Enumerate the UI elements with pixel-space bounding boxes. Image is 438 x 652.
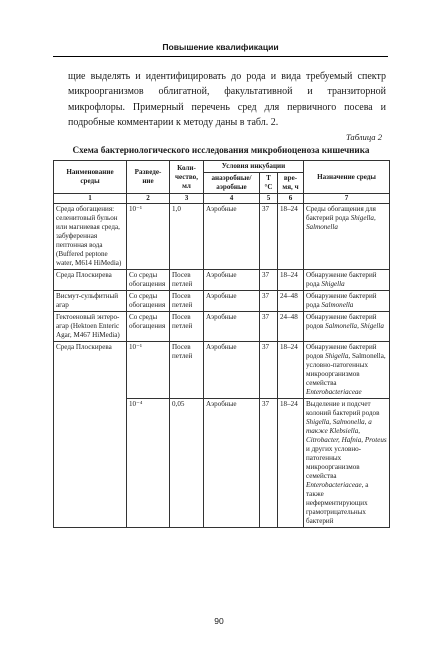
header-dilution: Разведе-ние — [127, 161, 170, 194]
cell-time: 24–48 — [278, 291, 304, 312]
header-purpose: Назначение среды — [304, 161, 390, 194]
col-number: 5 — [260, 194, 278, 204]
table-row — [54, 204, 390, 270]
header-conditions: Условия инкубации — [204, 161, 304, 173]
table-row — [54, 291, 390, 312]
cell-name: Среда обогащения: селенитовый бульон или магниевая среда, забуференная пептонная вода (Buffered peptone water, M614 HiMedia) — [54, 204, 127, 270]
col-number: 3 — [170, 194, 204, 204]
cell-purpose: Обнаружение бактерий рода Salmonella — [304, 291, 390, 312]
cell-time: 18–24 — [278, 270, 304, 291]
cell-quantity: Посев петлей — [170, 270, 204, 291]
col-number: 1 — [54, 194, 127, 204]
cell-purpose: Выделение и подсчет колоний бактерий родов Shigella, Salmonella, а также Klebsiella, Citrobacter, Hafnia, Proteus и других условно-патогенных микроорганизмов семейства Enterobacteriaceae, а также неферментирующих грамотрицательных бактерий — [304, 399, 390, 528]
cell-time: 18–24 — [278, 204, 304, 270]
col-number: 7 — [304, 194, 390, 204]
table-row — [54, 312, 390, 342]
cell-dilution: Со среды обогащения — [127, 291, 170, 312]
cell-atmosphere: Аэробные — [204, 291, 260, 312]
cell-atmosphere: Аэробные — [204, 204, 260, 270]
cell-quantity: 1,0 — [170, 204, 204, 270]
table-row — [54, 270, 390, 291]
cell-temp: 37 — [260, 291, 278, 312]
header-temp: T °C — [260, 173, 278, 194]
cell-dilution: Со среды обогащения — [127, 270, 170, 291]
header-row-1 — [54, 161, 390, 173]
cell-purpose: Обнаружение бактерий родов Salmonella, Shigella — [304, 312, 390, 342]
bacteriology-table — [53, 160, 390, 528]
cell-dilution: 10⁻⁴ — [127, 399, 170, 528]
intro-paragraph: щие выделять и идентифицировать до рода и вида требуемый спектр микроорганизмов облигатной, факультативной и транзиторной микрофлоры. Примерный перечень сред для первичного посева и подробные комментарии к методу даны в табл. 2. — [68, 71, 386, 129]
page-number: 90 — [214, 616, 224, 626]
cell-time: 24–48 — [278, 312, 304, 342]
header-quantity: Коли-чество, мл — [170, 161, 204, 194]
cell-temp: 37 — [260, 270, 278, 291]
col-number: 2 — [127, 194, 170, 204]
cell-atmosphere: Аэробные — [204, 399, 260, 528]
table-number: Таблица 2 — [345, 132, 382, 142]
header-name: Наименование среды — [54, 161, 127, 194]
cell-time: 18–24 — [278, 399, 304, 528]
cell-temp: 37 — [260, 399, 278, 528]
cell-quantity: Посев петлей — [170, 342, 204, 399]
cell-temp: 37 — [260, 312, 278, 342]
cell-time: 18–24 — [278, 342, 304, 399]
table-title: Схема бактериологического исследования микробиоценоза кишечника — [72, 145, 370, 155]
table-row — [54, 342, 390, 399]
cell-dilution: Со среды обогащения — [127, 312, 170, 342]
running-head: Повышение квалификации — [53, 42, 388, 57]
cell-quantity: 0,05 — [170, 399, 204, 528]
column-number-row — [54, 194, 390, 204]
cell-name: Среда Плоскирева — [54, 342, 127, 528]
header-atmosphere: анаэробные/ аэробные — [204, 173, 260, 194]
cell-purpose: Обнаружение бактерий рода Shigella — [304, 270, 390, 291]
cell-quantity: Посев петлей — [170, 312, 204, 342]
header-time: вре-мя, ч — [278, 173, 304, 194]
col-number: 6 — [278, 194, 304, 204]
cell-temp: 37 — [260, 342, 278, 399]
cell-dilution: 10⁻¹ — [127, 342, 170, 399]
cell-atmosphere: Аэробные — [204, 270, 260, 291]
cell-name: Висмут-сульфитный агар — [54, 291, 127, 312]
cell-atmosphere: Аэробные — [204, 342, 260, 399]
cell-name: Среда Плоскирева — [54, 270, 127, 291]
cell-atmosphere: Аэробные — [204, 312, 260, 342]
cell-dilution: 10⁻¹ — [127, 204, 170, 270]
cell-temp: 37 — [260, 204, 278, 270]
cell-purpose: Обнаружение бактерий родов Shigella, Salmonella, условно-патогенных микроорганизмов семейства Enterobacteriaceae — [304, 342, 390, 399]
col-number: 4 — [204, 194, 260, 204]
cell-purpose: Среды обогащения для бактерий рода Shigella, Salmonella — [304, 204, 390, 270]
cell-quantity: Посев петлей — [170, 291, 204, 312]
cell-name: Гектоеновый энтеро-агар (Hektoen Enteric Agar, M467 HiMedia) — [54, 312, 127, 342]
